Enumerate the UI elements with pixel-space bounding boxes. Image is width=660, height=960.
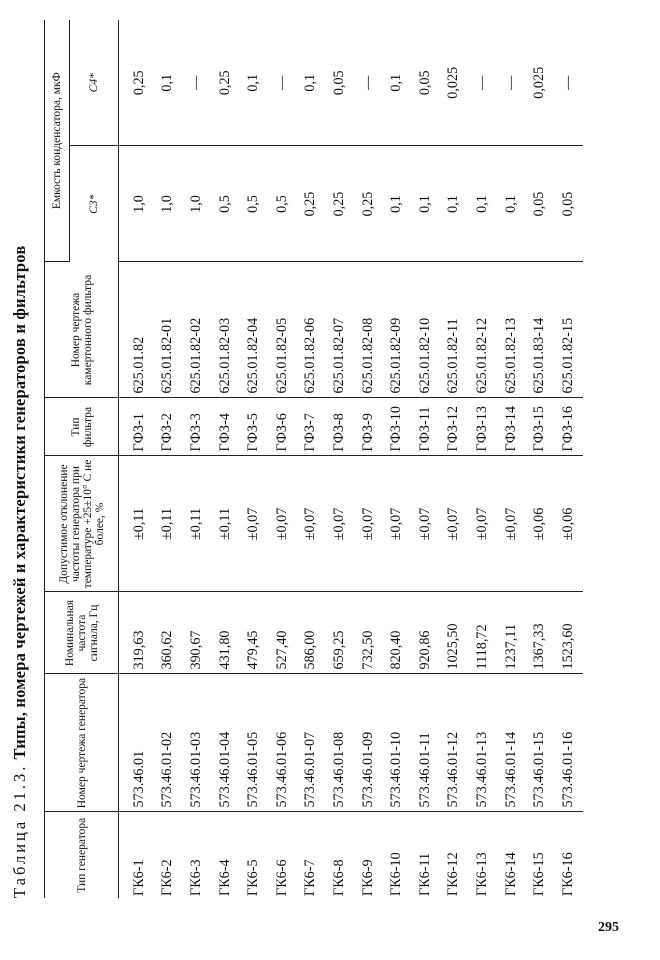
header-nominal-freq: Номинальная частота сигнала, Гц (45, 592, 119, 674)
cell-gen-drawing: 573.46.01-11 (411, 674, 440, 812)
cell-filter-drawing: 625.01.82-08 (354, 262, 383, 398)
cell-c3: 0,1 (497, 146, 526, 262)
cell-nominal-freq: 319,63 (119, 592, 154, 674)
table-row (182, 20, 211, 898)
cell-deviation: ±0,11 (211, 456, 240, 592)
cell-nominal-freq: 1025,50 (440, 592, 469, 674)
cell-deviation: ±0,07 (382, 456, 411, 592)
cell-filter-drawing: 625.01.82-10 (411, 262, 440, 398)
cell-c4: — (182, 20, 211, 146)
cell-filter-drawing: 625.01.82-03 (211, 262, 240, 398)
cell-c3: 0,1 (440, 146, 469, 262)
cell-c4: 0,025 (440, 20, 469, 146)
cell-c4: 0,1 (297, 20, 326, 146)
cell-gen-drawing: 573.46.01-02 (154, 674, 183, 812)
cell-nominal-freq: 1237,11 (497, 592, 526, 674)
table-row (268, 20, 297, 898)
cell-filter-type: ГФЗ-13 (468, 398, 497, 456)
cell-deviation: ±0,07 (440, 456, 469, 592)
cell-deviation: ±0,07 (268, 456, 297, 592)
table-caption (10, 18, 30, 898)
cell-gen-type: ГК6-13 (473, 852, 490, 896)
cell-c3: 1,0 (182, 146, 211, 262)
cell-deviation: ±0,07 (297, 456, 326, 592)
cell-c3: 0,25 (297, 146, 326, 262)
table-row (554, 20, 583, 898)
cell-filter-drawing: 625.01.82-09 (382, 262, 411, 398)
cell-gen-drawing: 573.46.01-13 (468, 674, 497, 812)
cell-filter-type: ГФЗ-16 (554, 398, 583, 456)
cell-c4: 0,025 (525, 20, 554, 146)
cell-nominal-freq: 1118,72 (468, 592, 497, 674)
cell-c4: — (554, 20, 583, 146)
cell-deviation: ±0,07 (325, 456, 354, 592)
table-row (325, 20, 354, 898)
cell-nominal-freq: 431,80 (211, 592, 240, 674)
cell-gen-type: ГК6-3 (187, 859, 204, 896)
cell-filter-drawing: 625.01.82-12 (468, 262, 497, 398)
cell-gen-type: ГК6-2 (159, 859, 176, 896)
cell-nominal-freq: 586,00 (297, 592, 326, 674)
header-filter-drawing: Номер чертежа камертонного фильтра (45, 262, 119, 398)
cell-filter-type: ГФЗ-10 (382, 398, 411, 456)
table-row (211, 20, 240, 898)
cell-c4: 0,25 (211, 20, 240, 146)
cell-c4: 0,25 (119, 20, 154, 146)
cell-filter-type: ГФЗ-3 (182, 398, 211, 456)
header-filter-type: Тип фильтра (45, 398, 119, 456)
cell-c4: — (268, 20, 297, 146)
cell-nominal-freq: 732,50 (354, 592, 383, 674)
cell-c4: 0,05 (325, 20, 354, 146)
cell-c3: 0,1 (382, 146, 411, 262)
cell-nominal-freq: 479,45 (239, 592, 268, 674)
cell-gen-type: ГК6-10 (388, 852, 405, 896)
cell-c3: 0,5 (239, 146, 268, 262)
page-number: 295 (598, 920, 619, 935)
table-row (411, 20, 440, 898)
cell-c3: 0,05 (554, 146, 583, 262)
header-gen-type: Тип генератора (45, 812, 119, 898)
cell-gen-type: ГК6-16 (559, 852, 576, 896)
cell-gen-drawing: 573.46.01-08 (325, 674, 354, 812)
cell-deviation: ±0,11 (182, 456, 211, 592)
cell-filter-drawing: 625.01.82 (119, 262, 154, 398)
table-row (154, 20, 183, 898)
cell-gen-drawing: 573.46.01-04 (211, 674, 240, 812)
table-row (297, 20, 326, 898)
table-row (119, 20, 154, 898)
cell-c3: 0,05 (525, 146, 554, 262)
cell-filter-drawing: 625.01.82-13 (497, 262, 526, 398)
cell-nominal-freq: 1523,60 (554, 592, 583, 674)
cell-c3: 1,0 (119, 146, 154, 262)
cell-filter-type: ГФЗ-12 (440, 398, 469, 456)
cell-gen-type: ГК6-14 (502, 852, 519, 896)
generators-table (44, 20, 583, 898)
cell-deviation: ±0,06 (554, 456, 583, 592)
cell-gen-type: ГК6-12 (445, 852, 462, 896)
cell-c3: 1,0 (154, 146, 183, 262)
cell-filter-type: ГФЗ-6 (268, 398, 297, 456)
header-deviation: Допустимое отклонение частоты генератора при температуре +25±10° С не более, % (45, 456, 119, 592)
cell-filter-drawing: 625.01.82-06 (297, 262, 326, 398)
cell-c3: 0,5 (268, 146, 297, 262)
cell-gen-type: ГК6-7 (302, 859, 319, 896)
cell-filter-type: ГФЗ-15 (525, 398, 554, 456)
cell-deviation: ±0,07 (497, 456, 526, 592)
cell-c4: 0,1 (382, 20, 411, 146)
cell-c4: — (354, 20, 383, 146)
cell-filter-drawing: 625.01.82-01 (154, 262, 183, 398)
cell-gen-type: ГК6-4 (216, 859, 233, 896)
cell-deviation: ±0,07 (411, 456, 440, 592)
cell-filter-type: ГФЗ-11 (411, 398, 440, 456)
table-row (525, 20, 554, 898)
cell-nominal-freq: 390,67 (182, 592, 211, 674)
cell-c3: 0,1 (468, 146, 497, 262)
cell-gen-type: ГК6-9 (359, 859, 376, 896)
cell-filter-type: ГФЗ-14 (497, 398, 526, 456)
cell-filter-drawing: 625.01.82-04 (239, 262, 268, 398)
table-row (497, 20, 526, 898)
header-c3: С3* (70, 146, 119, 262)
cell-gen-drawing: 573.46.01-15 (525, 674, 554, 812)
cell-filter-drawing: 625.01.82-15 (554, 262, 583, 398)
cell-deviation: ±0,06 (525, 456, 554, 592)
cell-deviation: ±0,11 (119, 456, 154, 592)
cell-filter-drawing: 625.01.82-02 (182, 262, 211, 398)
cell-c4: 0,1 (239, 20, 268, 146)
header-capacity-group: Емкость конденсатора, мкФ (45, 20, 70, 262)
cell-gen-drawing: 573.46.01-16 (554, 674, 583, 812)
cell-filter-type: ГФЗ-4 (211, 398, 240, 456)
cell-gen-type: ГК6-6 (273, 859, 290, 896)
cell-gen-drawing: 573.46.01 (119, 674, 154, 812)
cell-nominal-freq: 360,62 (154, 592, 183, 674)
table-row (239, 20, 268, 898)
cell-c3: 0,25 (354, 146, 383, 262)
table-title: Типы, номера чертежей и характеристики генераторов и фильтров (10, 245, 29, 760)
table-row (440, 20, 469, 898)
table-row (468, 20, 497, 898)
cell-nominal-freq: 1367,33 (525, 592, 554, 674)
cell-nominal-freq: 659,25 (325, 592, 354, 674)
cell-gen-drawing: 573.46.01-14 (497, 674, 526, 812)
table-row (354, 20, 383, 898)
cell-gen-drawing: 573.46.01-10 (382, 674, 411, 812)
cell-deviation: ±0,07 (354, 456, 383, 592)
cell-filter-type: ГФЗ-7 (297, 398, 326, 456)
cell-nominal-freq: 820,40 (382, 592, 411, 674)
cell-gen-drawing: 573.46.01-05 (239, 674, 268, 812)
cell-nominal-freq: 920,86 (411, 592, 440, 674)
cell-c3: 0,25 (325, 146, 354, 262)
cell-filter-drawing: 625.01.82-05 (268, 262, 297, 398)
cell-gen-type: ГК6-5 (245, 859, 262, 896)
cell-filter-type: ГФЗ-1 (119, 398, 154, 456)
cell-filter-type: ГФЗ-8 (325, 398, 354, 456)
cell-filter-type: ГФЗ-2 (154, 398, 183, 456)
cell-deviation: ±0,07 (239, 456, 268, 592)
cell-deviation: ±0,07 (468, 456, 497, 592)
cell-filter-type: ГФЗ-5 (239, 398, 268, 456)
cell-gen-type: ГК6-15 (531, 852, 548, 896)
cell-c4: 0,05 (411, 20, 440, 146)
header-c4: С4* (70, 20, 119, 146)
cell-filter-drawing: 625.01.82-07 (325, 262, 354, 398)
cell-nominal-freq: 527,40 (268, 592, 297, 674)
cell-c4: — (497, 20, 526, 146)
table-body (119, 20, 583, 898)
cell-gen-drawing: 573.46.01-07 (297, 674, 326, 812)
cell-filter-drawing: 625.01.83-14 (525, 262, 554, 398)
cell-gen-drawing: 573.46.01-03 (182, 674, 211, 812)
cell-filter-drawing: 625.01.82-11 (440, 262, 469, 398)
table-label: Таблица 21.3. (10, 763, 29, 898)
cell-c4: — (468, 20, 497, 146)
cell-c3: 0,1 (411, 146, 440, 262)
cell-gen-drawing: 573.46.01-06 (268, 674, 297, 812)
cell-filter-type: ГФЗ-9 (354, 398, 383, 456)
table-row (382, 20, 411, 898)
cell-gen-drawing: 573.46.01-12 (440, 674, 469, 812)
cell-gen-type: ГК6-8 (330, 859, 347, 896)
cell-c4: 0,1 (154, 20, 183, 146)
cell-deviation: ±0,11 (154, 456, 183, 592)
cell-gen-type: ГК6-11 (416, 852, 433, 896)
header-gen-drawing: Номер чертежа генератора (45, 674, 119, 812)
cell-gen-type: ГК6-1 (130, 859, 147, 896)
cell-gen-drawing: 573.46.01-09 (354, 674, 383, 812)
cell-c3: 0,5 (211, 146, 240, 262)
